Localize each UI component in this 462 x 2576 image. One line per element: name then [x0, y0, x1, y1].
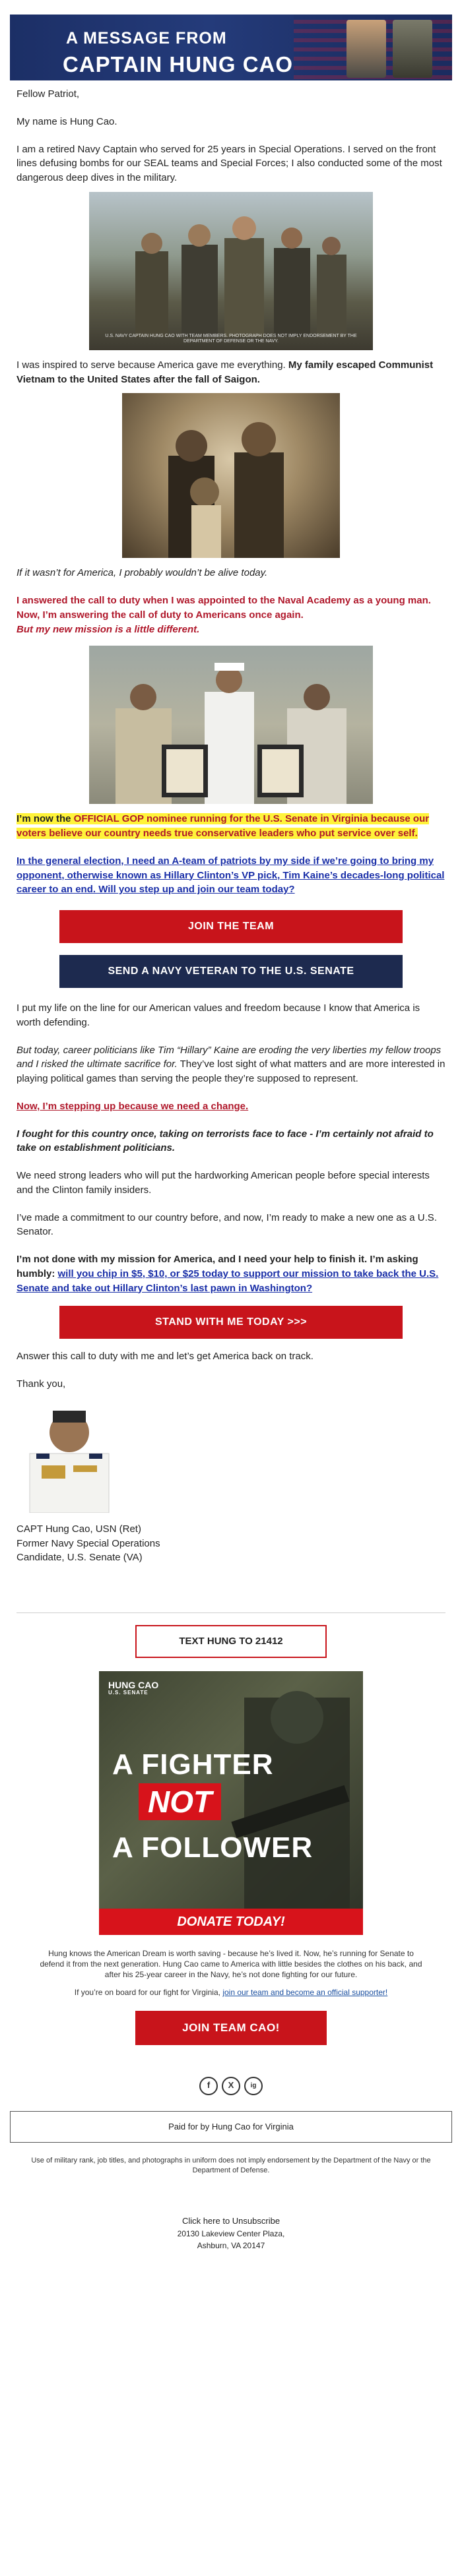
career-plain: They’ve lost sight of what matters and are more interested in playing political games than serving the people they’re supposed to represent.	[16, 1058, 446, 1084]
signature-portrait-figure	[16, 1401, 122, 1513]
fought-paragraph: I fought for this country once, taking on terrorists face to face - I’m certainly not afraid to take on establishment politicians.	[16, 1128, 434, 1154]
career-italic: But today, career politicians like Tim “Hillary” Kaine are eroding the very liberties my fellow troops and I risked the ultimate sacrifice for.	[16, 1044, 442, 1070]
text-hung-button[interactable]: TEXT HUNG TO 21412	[135, 1625, 327, 1658]
header-line1: A MESSAGE FROM	[66, 29, 227, 47]
military-disclaimer: Use of military rank, job titles, and photographs in uniform does not imply endorsement by the Department of the Navy or the Department of Defense.	[31, 2156, 431, 2174]
poster-logo	[108, 1680, 158, 1696]
stand-with-me-button[interactable]: STAND WITH ME TODAY >>>	[59, 1306, 403, 1339]
family-photo-figures	[122, 393, 340, 558]
not-done-paragraph	[16, 1252, 446, 1295]
facebook-icon[interactable]: f	[199, 2077, 218, 2095]
email-container	[10, 0, 452, 2252]
inspired-text: I was inspired to serve because America gave me everything.	[16, 359, 288, 371]
family-photo	[122, 393, 340, 558]
team-photo-figures	[89, 192, 373, 350]
poster-a-fighter: A FIGHTER	[112, 1748, 274, 1781]
intro-name: My name is Hung Cao.	[16, 115, 117, 127]
team-photo	[89, 192, 373, 350]
x-icon[interactable]: X	[222, 2077, 240, 2095]
join-supporter-link[interactable]: join our team and become an official supporter!	[222, 1987, 388, 1997]
poster-logo-line1: HUNG CAO	[108, 1680, 159, 1690]
greeting: Fellow Patriot,	[16, 88, 80, 100]
join-the-team-button[interactable]: JOIN THE TEAM	[59, 910, 403, 943]
banner-portrait-image	[346, 20, 386, 78]
put-life-paragraph: I put my life on the line for our American values and freedom because I know that America is worth defending.	[16, 1002, 420, 1028]
address-line1: 20130 Lakeview Center Plaza,	[177, 2228, 285, 2238]
general-election-link[interactable]: In the general election, I need an A-team of patriots by my side if we’re going to bring my opponent, otherwise known as Hillary Clinton’s VP pick, Tim Kaine’s decades-long political career to an end. Will you step up and join our team today?	[16, 855, 445, 896]
on-board-text: If you’re on board for our fight for Virginia,	[74, 1987, 223, 1997]
signature-line2: Former Navy Special Operations	[16, 1537, 160, 1549]
address-line2: Ashburn, VA 20147	[197, 2240, 265, 2250]
paid-for-box: Paid for by Hung Cao for Virginia	[10, 2111, 452, 2143]
commitment-paragraph: I’ve made a commitment to our country before, and now, I’m ready to make a new one as a U.S. Senator.	[16, 1211, 437, 1238]
header-line2: CAPTAIN HUNG CAO	[63, 52, 294, 77]
on-board-paragraph	[10, 1987, 452, 1998]
team-photo-caption: U.S. NAVY CAPTAIN HUNG CAO WITH TEAM MEMBERS. PHOTOGRAPH DOES NOT IMPLY ENDORSEMENT BY THE DEPARTMENT OF DEFENSE OR THE NAVY.	[105, 333, 357, 344]
nominee-paragraph	[16, 812, 446, 841]
wasnt-for-america: If it wasn’t for America, I probably wouldn’t be alive today.	[16, 567, 268, 579]
join-team-cao-button[interactable]: JOIN TEAM CAO!	[135, 2011, 327, 2045]
not-done-bold: I’m not done with my mission for America, and I need your help to finish it. I’m asking humbly:	[16, 1254, 418, 1279]
nominee-post: nominee running for the U.S. Senate in Virginia because our voters believe our country needs true conservative leaders who put service over self.	[16, 813, 430, 839]
footer-block	[10, 2215, 452, 2252]
hung-knows-paragraph: Hung knows the American Dream is worth saving - because he’s lived it. Now, he’s running for Senate to defend it from the next generation. Hung Cao came to America with little besides the clothes on his back, and after his 25-year career in the Navy, he’s not done fighting for our future.	[40, 1949, 422, 1980]
social-icons	[10, 2077, 452, 2095]
naval-academy-photo	[89, 646, 373, 804]
poster-donate-banner[interactable]: DONATE TODAY!	[99, 1909, 363, 1935]
fighter-poster[interactable]	[99, 1671, 363, 1935]
send-navy-veteran-button[interactable]: SEND A NAVY VETERAN TO THE U.S. SENATE	[59, 955, 403, 988]
signature-portrait	[16, 1401, 122, 1513]
career-paragraph	[16, 1043, 446, 1086]
stepping-up: Now, I’m stepping up because we need a change.	[16, 1100, 249, 1112]
chip-in-link[interactable]: will you chip in $5, $10, or $25 today to support our mission to take back the U.S. Senate and take out Hillary Clinton’s last pawn in Washington?	[16, 1268, 439, 1294]
header-banner	[10, 15, 452, 80]
signature-line1: CAPT Hung Cao, USN (Ret)	[16, 1523, 141, 1535]
intro-bio: I am a retired Navy Captain who served for 25 years in Special Operations. I served on the front lines defusing bombs for our SEAL teams and Special Forces; I also conducted some of the most dangerous deep dives in the military.	[16, 143, 442, 183]
inspired-bold-text: My family escaped Communist Vietnam to the United States after the fall of Saigon.	[16, 359, 434, 385]
instagram-icon[interactable]: ig	[244, 2077, 263, 2095]
unsubscribe-link[interactable]: Click here to Unsubscribe	[182, 2216, 280, 2226]
email-body	[10, 80, 452, 1565]
signature-line3: Candidate, U.S. Senate (VA)	[16, 1552, 143, 1564]
poster-not: NOT	[139, 1783, 221, 1820]
inspired-paragraph	[16, 358, 446, 387]
naval-academy-figures	[89, 646, 373, 804]
new-mission: But my new mission is a little different.	[16, 623, 200, 635]
need-leaders-paragraph: We need strong leaders who will put the hardworking American people before special interests and the Clinton family insiders.	[16, 1170, 430, 1196]
answer-call-paragraph: Answer this call to duty with me and let’s get America back on track.	[16, 1351, 314, 1363]
banner-soldier-image	[393, 20, 432, 78]
text-hung-button-link[interactable]	[10, 1625, 452, 1658]
thank-you: Thank you,	[16, 1378, 66, 1390]
poster-a-follower: A FOLLOWER	[112, 1831, 314, 1864]
poster-logo-line2: U.S. SENATE	[108, 1690, 148, 1696]
nominee-gop: OFFICIAL GOP	[73, 813, 144, 825]
nominee-pre: I’m now the	[16, 813, 74, 825]
answered-call: I answered the call to duty when I was appointed to the Naval Academy as a young man. Now, I’m answering the call of duty to Americans once again.	[16, 595, 431, 621]
